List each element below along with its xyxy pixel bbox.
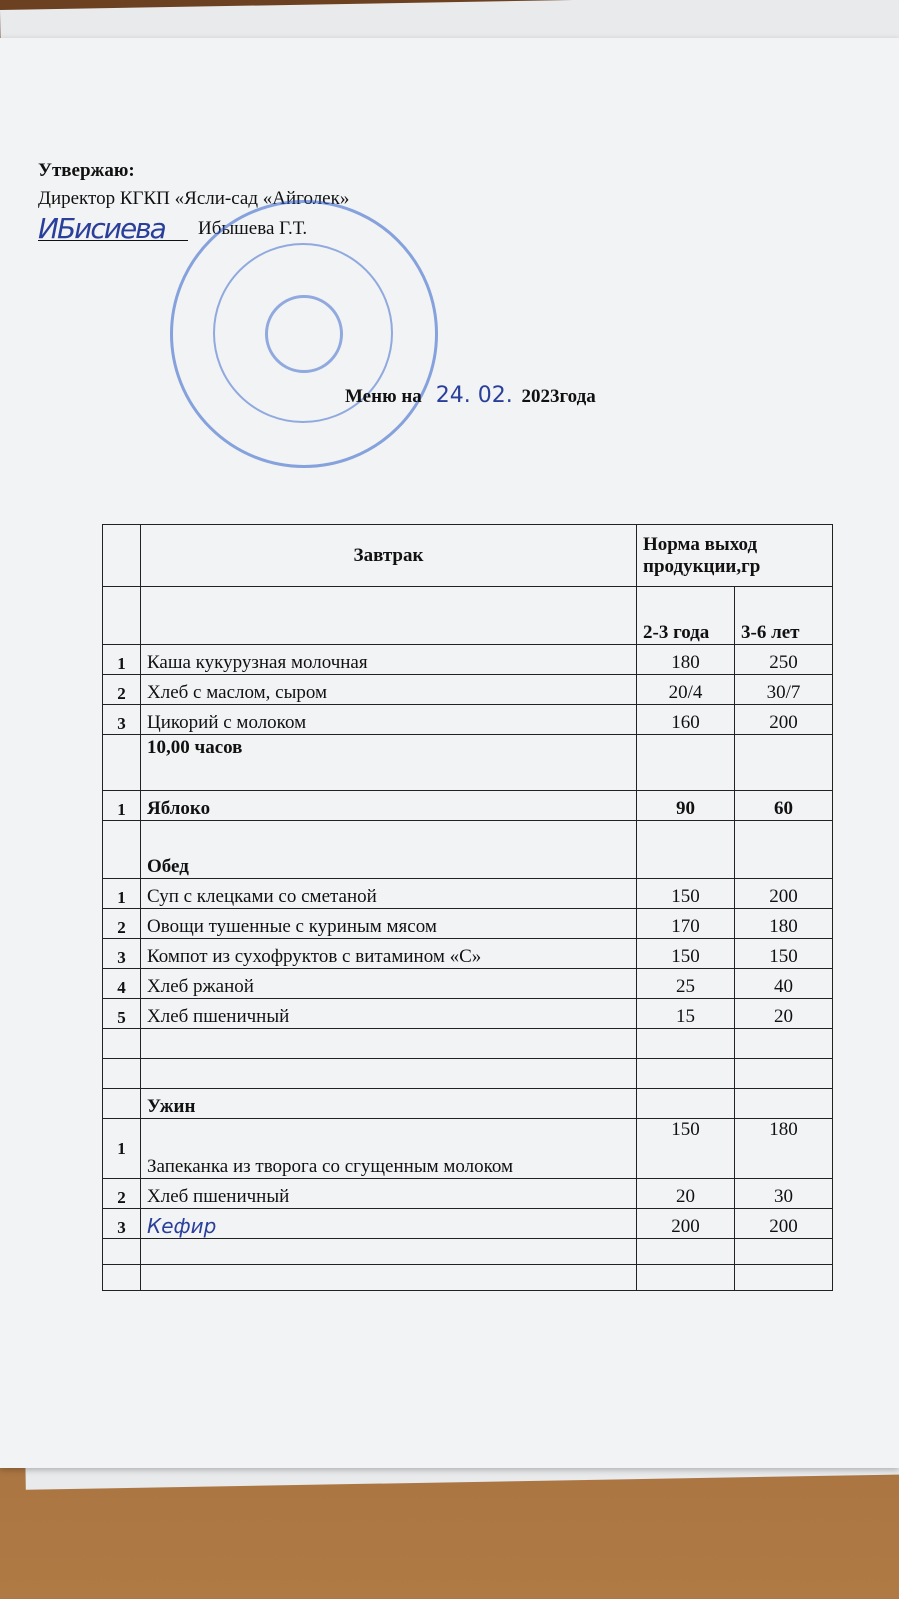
table-row: 1 Запеканка из творога со сгущенным молоком 150 180 <box>103 1119 833 1179</box>
table-row: 3 Цикорий с молоком 160 200 <box>103 705 833 735</box>
empty-row <box>103 1239 833 1265</box>
header-norm: Норма выход продукции,гр <box>637 525 833 587</box>
table-row: 3 Компот из сухофруктов с витамином «С» 150 150 <box>103 939 833 969</box>
empty-row <box>103 1059 833 1089</box>
table-row: 1 Яблоко 90 60 <box>103 791 833 821</box>
menu-date-year: 2023года <box>521 386 596 407</box>
table-row: 3 Кефир 200 200 <box>103 1209 833 1239</box>
table-row: 2 Хлеб пшеничный 20 30 <box>103 1179 833 1209</box>
official-stamp-icon <box>170 200 438 468</box>
approve-label: Утвержаю: <box>38 160 135 181</box>
table-row: 2 Овощи тушенные с куриным мясом 170 180 <box>103 909 833 939</box>
table-row: 1 Суп с клецками со сметаной 150 200 <box>103 879 833 909</box>
section-row <box>103 821 833 879</box>
table-row: 2 Хлеб с маслом, сыром 20/4 30/7 <box>103 675 833 705</box>
empty-row <box>103 1265 833 1291</box>
emblem-icon <box>265 295 343 373</box>
signer-name: Ибышева Г.Т. <box>198 218 308 239</box>
table-row: 1 Каша кукурузная молочная 180 250 <box>103 645 833 675</box>
menu-date-prefix: Меню на <box>345 386 422 407</box>
age-group-2: 3-6 лет <box>735 587 833 645</box>
lunch-title: Обед <box>141 821 637 879</box>
snack-title: 10,00 часов <box>141 735 637 791</box>
section-row <box>103 1089 833 1119</box>
handwritten-signature: ИБисиева <box>38 212 165 245</box>
menu-table <box>102 524 832 1291</box>
dinner-title: Ужин <box>141 1089 637 1119</box>
empty-row <box>103 1029 833 1059</box>
table-row: 4 Хлеб ржаной 25 40 <box>103 969 833 999</box>
age-group-1: 2-3 года <box>637 587 735 645</box>
menu-date <box>345 383 596 408</box>
header-meal: Завтрак <box>141 525 637 587</box>
table-row: 5 Хлеб пшеничный 15 20 <box>103 999 833 1029</box>
director-line: Директор КГКП «Ясли-сад «Айголек» <box>38 188 350 209</box>
section-row <box>103 735 833 791</box>
menu-date-handwritten: 24. 02. <box>435 383 513 408</box>
